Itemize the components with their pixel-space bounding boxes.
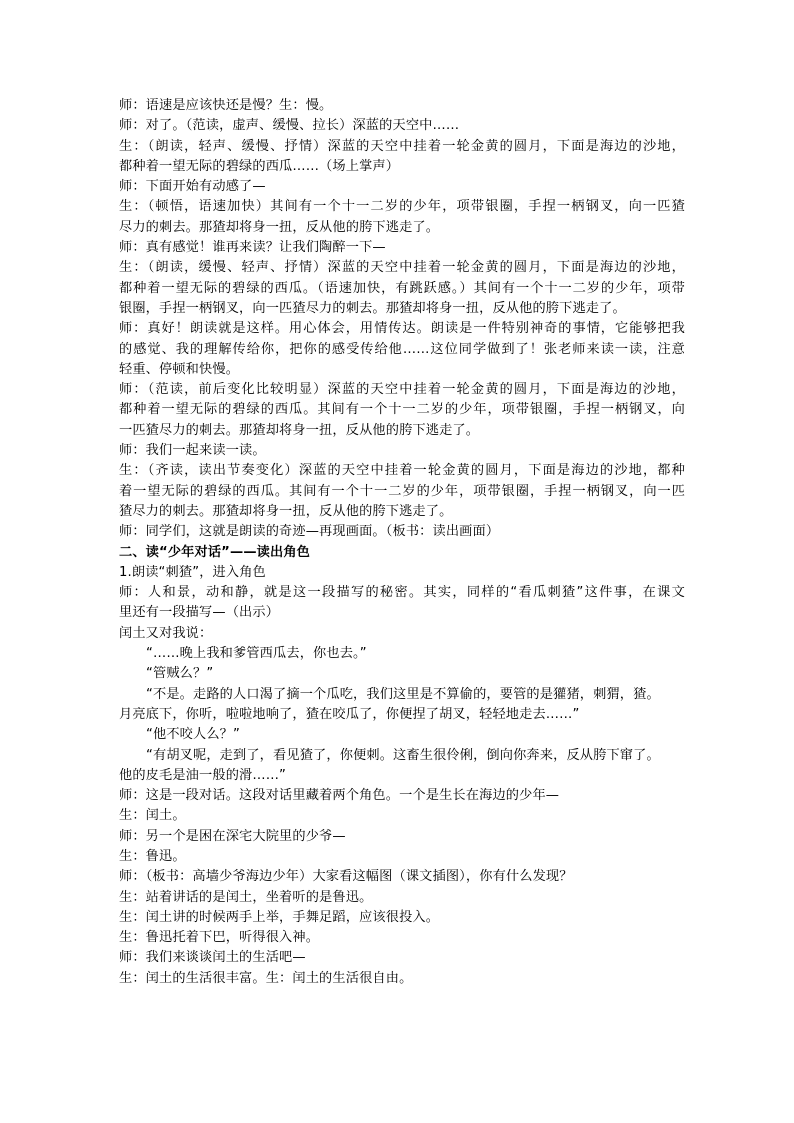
text-line: 师：人和景，动和静，就是这一段描写的秘密。其实，同样的“看瓜刺猹”这件事，在课文	[119, 585, 685, 601]
text-line: 猹尽力的刺去。那猹却将身一扭，反从他的胯下逃走了。	[119, 503, 453, 519]
text-line: 闰土又对我说：	[119, 625, 213, 641]
text-line: 生：闰土。	[119, 808, 186, 824]
text-line: “管贼么？”	[146, 666, 214, 682]
text-line: 都种着一望无际的碧绿的西瓜。其间有一个十一二岁的少年，项带银圈，手捏一柄钢叉，向	[119, 402, 685, 418]
text-line: 生：（顿悟，语速加快）其间有一个十一二岁的少年，项带银圈，手捏一柄钢叉，向一匹猹	[119, 199, 685, 215]
text-line: 里还有一段描写—（出示）	[119, 605, 280, 621]
text-line: 的感觉、我的理解传给你，把你的感受传给他……这位同学做到了！张老师来读一读，注意	[119, 341, 685, 357]
text-line: 1.朗读“刺猹”，进入角色	[119, 564, 266, 580]
text-line: 生：（朗读，缓慢、轻声、抒情）深蓝的天空中挂着一轮金黄的圆月，下面是海边的沙地，	[119, 260, 685, 276]
text-line: 生：（齐读，读出节奏变化）深蓝的天空中挂着一轮金黄的圆月，下面是海边的沙地，都种	[119, 463, 685, 479]
text-line: 师：同学们，这就是朗读的奇迹—再现画面。（板书：读出画面）	[119, 524, 500, 540]
text-line: 师：对了。（范读，虚声、缓慢、拉长）深蓝的天空中……	[119, 118, 460, 134]
text-line: “……晚上我和爹管西瓜去，你也去。”	[146, 646, 367, 662]
text-line: 师：这是一段对话。这段对话里藏着两个角色。一个是生长在海边的少年—	[119, 788, 560, 804]
text-line: “他不咬人么？”	[146, 727, 240, 743]
text-line: “不是。走路的人口渴了摘一个瓜吃，我们这里是不算偷的，要管的是獾猪，刺猬，猹。	[146, 686, 660, 702]
text-line: 月亮底下，你听，啦啦地响了，猹在咬瓜了，你便捏了胡叉，轻轻地走去……”	[119, 706, 580, 722]
text-line: 一匹猹尽力的刺去。那猹却将身一扭，反从他的胯下逃走了。	[119, 422, 480, 438]
text-line: 他的皮毛是油一般的滑……”	[119, 767, 287, 783]
text-line: 生：闰土讲的时候两手上举，手舞足蹈，应该很投入。	[119, 909, 440, 925]
text-line: 师：我们一起来读一读。	[119, 443, 266, 459]
document-body	[119, 96, 685, 989]
text-line: 师：（板书：高墙少爷海边少年）大家看这幅图（课文插图），你有什么发现？	[119, 869, 573, 885]
text-line: 生：鲁迅。	[119, 848, 186, 864]
text-line: 着一望无际的碧绿的西瓜。其间有一个十一二岁的少年，项带银圈，手捏一柄钢叉，向一匹	[119, 483, 685, 499]
text-line: 银圈，手捏一柄钢叉，向一匹猹尽力的刺去。那猹却将身一扭，反从他的胯下逃走了。	[119, 300, 626, 316]
text-line: 师：（范读，前后变化比较明显）深蓝的天空中挂着一轮金黄的圆月，下面是海边的沙地，	[119, 382, 685, 398]
text-line: 生：站着讲话的是闰土，坐着听的是鲁迅。	[119, 889, 373, 905]
text-line: 生：鲁迅托着下巴，听得很入神。	[119, 930, 320, 946]
text-line: 都种着一望无际的碧绿的西瓜……（场上掌声）	[119, 158, 400, 174]
text-line: 师：我们来谈谈闰土的生活吧—	[119, 950, 306, 966]
text-line: 师：下面开始有动感了—	[119, 179, 266, 195]
text-line: 师：语速是应该快还是慢？生：慢。	[119, 98, 333, 113]
text-line: 都种着一望无际的碧绿的西瓜。（语速加快，有跳跃感。）其间有一个十一二岁的少年，项带	[119, 280, 685, 296]
text-line: 师：另一个是困在深宅大院里的少爷—	[119, 828, 346, 844]
text-line: 生：（朗读，轻声、缓慢、抒情）深蓝的天空中挂着一轮金黄的圆月，下面是海边的沙地，	[119, 138, 685, 154]
text-line: 轻重、停顿和快慢。	[119, 361, 240, 377]
text-line: 生：闰土的生活很丰富。生：闰土的生活很自由。	[119, 970, 413, 986]
text-line: “有胡叉呢，走到了，看见猹了，你便刺。这畜生很伶俐，倒向你奔来，反从胯下窜了。	[146, 747, 660, 763]
text-line: 师：真好！朗读就是这样。用心体会，用情传达。朗读是一件特别神奇的事情，它能够把我	[119, 321, 685, 337]
text-line: 尽力的刺去。那猹却将身一扭，反从他的胯下逃走了。	[119, 219, 440, 235]
text-line: 师：真有感觉！谁再来读？让我们陶醉一下—	[119, 240, 386, 256]
section-heading: 二、读“少年对话”——读出角色	[119, 544, 311, 560]
